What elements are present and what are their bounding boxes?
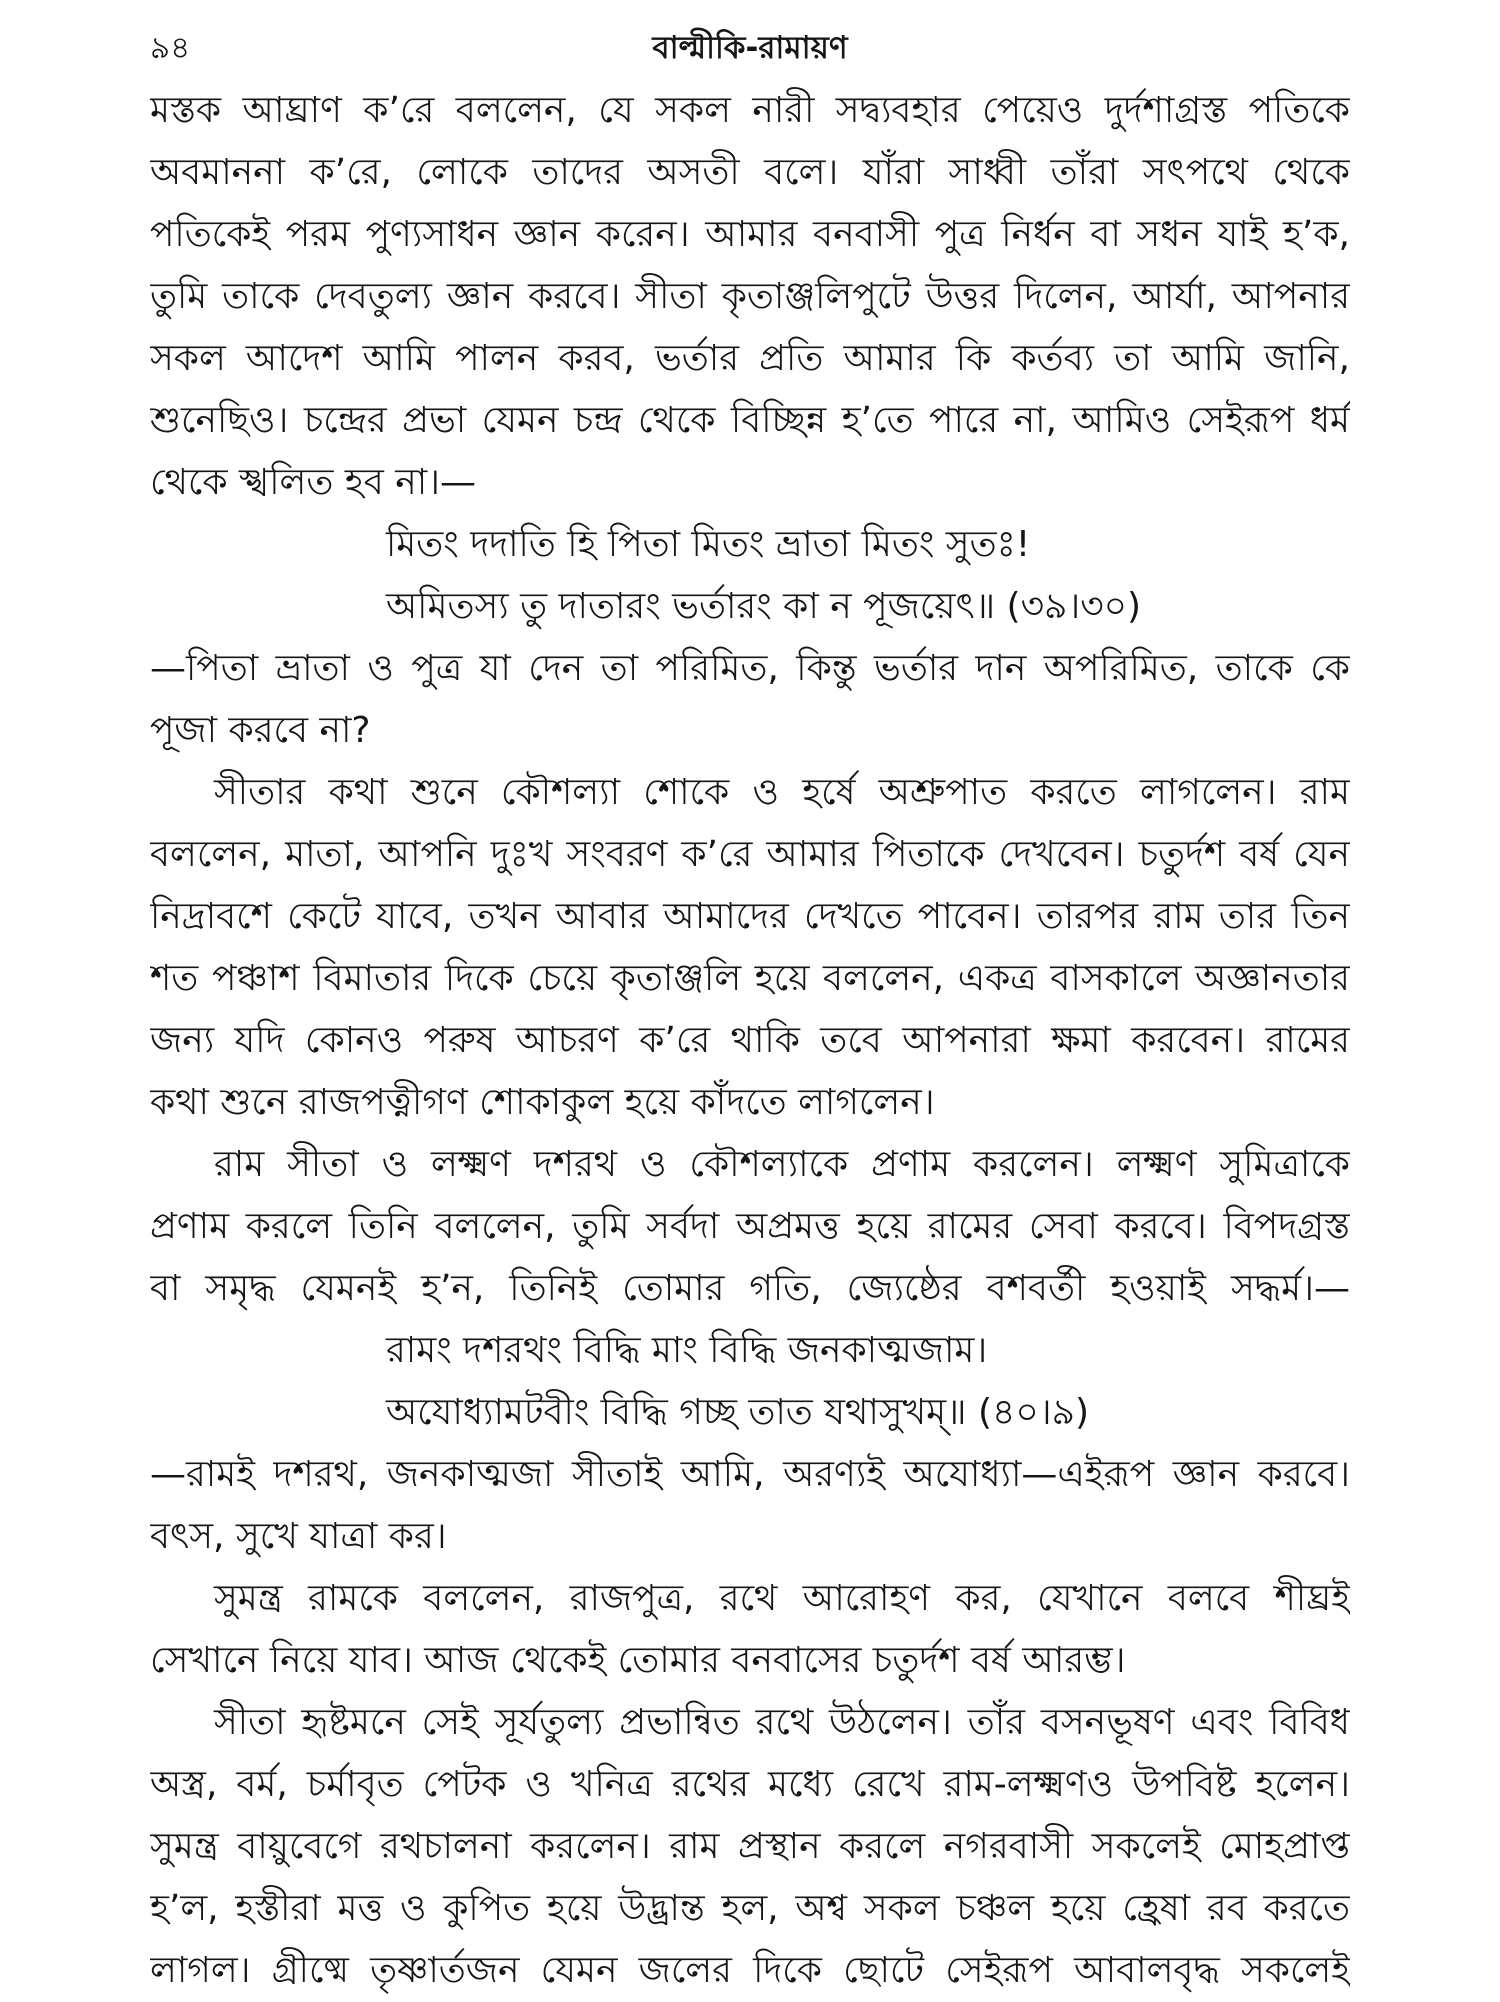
verse-line: মিতং দদাতি হি পিতা মিতং ভ্রাতা মিতং সুতঃ!: [386, 524, 1031, 565]
text-line: বা সমৃদ্ধ যেমনই হ’ন, তিনিই তোমার গতি, জ্যেষ্ঠের বশবর্তী হওয়াই সদ্ধর্ম।—: [150, 1268, 1350, 1309]
text-line: অস্ত্র, বর্ম, চর্মাবৃত পেটক ও খনিত্র রথের মধ্যে রেখে রাম-লক্ষ্মণও উপবিষ্ট হলেন।: [150, 1764, 1350, 1805]
text-line: সুমন্ত্র রামকে বললেন, রাজপুত্র, রথে আরোহণ কর, যেখানে বলবে শীঘ্রই: [214, 1578, 1350, 1619]
verse-line: রামং দশরথং বিদ্ধি মাং বিদ্ধি জনকাত্মজাম।: [386, 1330, 988, 1371]
text-line: অবমাননা ক’রে, লোকে তাদের অসতী বলে। যাঁরা সাধ্বী তাঁরা সৎপথে থেকে: [150, 152, 1350, 193]
text-line: —রামই দশরথ, জনকাত্মজা সীতাই আমি, অরণ্যই অযোধ্যা—এইরূপ জ্ঞান করবে।: [150, 1454, 1350, 1495]
text-line: পূজা করবে না?: [150, 710, 371, 751]
text-line: রাম সীতা ও লক্ষ্মণ দশরথ ও কৌশল্যাকে প্রণাম করলেন। লক্ষ্মণ সুমিত্রাকে: [214, 1144, 1350, 1185]
text-line: থেকে স্খলিত হব না।—: [150, 462, 477, 503]
verse-line: অযোধ্যামটবীং বিদ্ধি গচ্ছ তাত যথাসুখম্॥ (৪০।৯): [386, 1392, 1090, 1433]
text-line: সীতার কথা শুনে কৌশল্যা শোকে ও হর্ষে অশ্রুপাত করতে লাগলেন। রাম: [214, 772, 1350, 813]
text-line: শত পঞ্চাশ বিমাতার দিকে চেয়ে কৃতাঞ্জলি হয়ে বললেন, একত্র বাসকালে অজ্ঞানতার: [150, 958, 1350, 999]
text-line: সীতা হৃষ্টমনে সেই সূর্যতুল্য প্রভান্বিত রথে উঠলেন। তাঁর বসনভূষণ এবং বিবিধ: [214, 1702, 1350, 1743]
text-line: বৎস, সুখে যাত্রা কর।: [150, 1516, 447, 1557]
running-title: বাল্মীকি-রামায়ণ: [652, 30, 848, 66]
text-line: —পিতা ভ্রাতা ও পুত্র যা দেন তা পরিমিত, কিন্তু ভর্তার দান অপরিমিত, তাকে কে: [150, 648, 1350, 689]
text-line: বললেন, মাতা, আপনি দুঃখ সংবরণ ক’রে আমার পিতাকে দেখবেন। চতুর্দশ বর্ষ যেন: [150, 834, 1350, 875]
page-number: ৯৪: [150, 30, 191, 66]
body-text: [150, 80, 1350, 2002]
text-line: সকল আদেশ আমি পালন করব, ভর্তার প্রতি আমার কি কর্তব্য তা আমি জানি,: [150, 338, 1350, 379]
text-line: তুমি তাকে দেবতুল্য জ্ঞান করবে। সীতা কৃতাঞ্জলিপুটে উত্তর দিলেন, আর্যা, আপনার: [150, 276, 1350, 317]
text-line: শুনেছিও। চন্দ্রের প্রভা যেমন চন্দ্র থেকে বিচ্ছিন্ন হ’তে পারে না, আমিও সেইরূপ ধর্ম: [150, 400, 1350, 441]
text-line: মস্তক আঘ্রাণ ক’রে বললেন, যে সকল নারী সদ্ব্যবহার পেয়েও দুর্দশাগ্রস্ত পতিকে: [150, 90, 1350, 131]
text-line: লাগল। গ্রীষ্মে তৃষ্ণার্তজন যেমন জলের দিকে ছোটে সেইরূপ আবালবৃদ্ধ সকলেই: [150, 1950, 1350, 1991]
verse-line: অমিতস্য তু দাতারং ভর্তারং কা ন পূজয়েৎ॥ (৩৯।৩০): [386, 586, 1142, 627]
text-line: প্রণাম করলে তিনি বললেন, তুমি সর্বদা অপ্রমত্ত হয়ে রামের সেবা করবে। বিপদগ্রস্ত: [150, 1206, 1350, 1247]
text-line: কথা শুনে রাজপত্নীগণ শোকাকুল হয়ে কাঁদতে লাগলেন।: [150, 1082, 935, 1123]
text-line: সুমন্ত্র বায়ুবেগে রথচালনা করলেন। রাম প্রস্থান করলে নগরবাসী সকলেই মোহপ্রাপ্ত: [150, 1826, 1350, 1867]
text-line: সেখানে নিয়ে যাব। আজ থেকেই তোমার বনবাসের চতুর্দশ বর্ষ আরম্ভ।: [150, 1640, 1126, 1681]
text-line: হ’ল, হস্তীরা মত্ত ও কুপিত হয়ে উদ্ভ্রান্ত হল, অশ্ব সকল চঞ্চল হয়ে হ্রেষা রব করতে: [150, 1888, 1350, 1929]
text-line: জন্য যদি কোনও পরুষ আচরণ ক’রে থাকি তবে আপনারা ক্ষমা করবেন। রামের: [150, 1020, 1350, 1061]
running-head: [150, 20, 1350, 76]
text-line: নিদ্রাবশে কেটে যাবে, তখন আবার আমাদের দেখতে পাবেন। তারপর রাম তার তিন: [150, 896, 1350, 937]
text-line: পতিকেই পরম পুণ্যসাধন জ্ঞান করেন। আমার বনবাসী পুত্র নির্ধন বা সধন যাই হ’ক,: [150, 214, 1350, 255]
